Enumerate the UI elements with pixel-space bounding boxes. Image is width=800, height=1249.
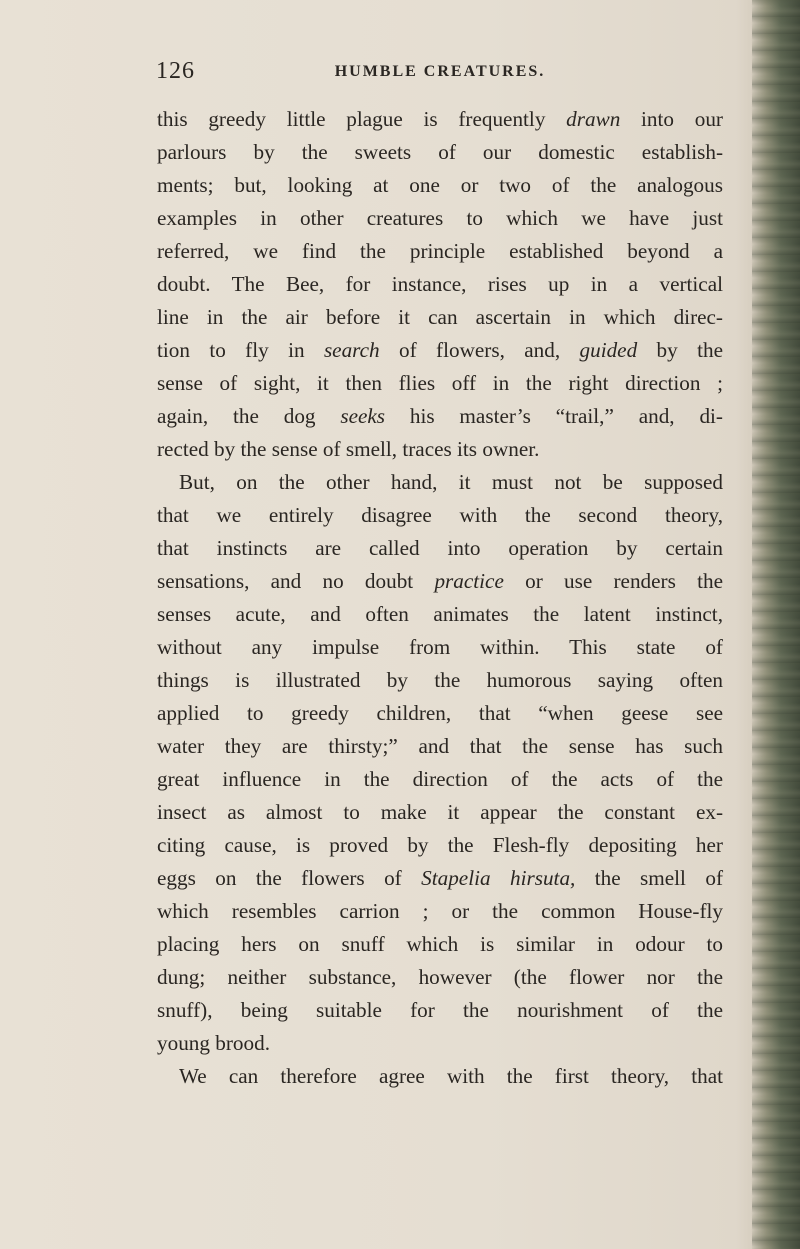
text-segment: dung; neither substance, however (the flower nor the: [157, 965, 723, 989]
text-line: [157, 862, 723, 895]
text-segment: that we entirely disagree with the second theory,: [157, 503, 723, 527]
text-segment: ments; but, looking at one or two of the analogous: [157, 173, 723, 197]
running-title: HUMBLE CREATURES.: [334, 63, 546, 80]
text-line: [157, 433, 723, 466]
text-segment: the smell of: [575, 866, 724, 890]
text-segment: or use renders the: [503, 569, 723, 593]
text-segment: line in the air before it can ascertain in which direc-: [157, 305, 723, 329]
text-segment: citing cause, is proved by the Flesh-fly depositing her: [157, 833, 723, 857]
text-segment: rected by the sense of smell, traces its owner.: [157, 437, 540, 461]
text-line: [157, 136, 723, 169]
text-segment: without any impulse from within. This state of: [157, 635, 723, 659]
text-segment: insect as almost to make it appear the constant ex-: [157, 800, 723, 824]
body-text: [157, 103, 723, 1093]
text-segment: senses acute, and often animates the latent instinct,: [157, 602, 723, 626]
text-line: [157, 829, 723, 862]
text-segment: referred, we find the principle established beyond a: [157, 239, 723, 263]
page-number: 126: [156, 58, 195, 84]
page-header: [156, 58, 756, 88]
text-segment: placing hers on snuff which is similar in odour to: [157, 932, 723, 956]
text-line: [157, 499, 723, 532]
italic-text: guided: [579, 338, 638, 362]
text-line: [157, 796, 723, 829]
text-line: [157, 334, 723, 367]
text-segment: doubt. The Bee, for instance, rises up in a vertical: [157, 272, 723, 296]
text-line: [157, 1027, 723, 1060]
text-segment: again, the dog: [157, 404, 341, 428]
text-line: [157, 664, 723, 697]
italic-text: search: [323, 338, 380, 362]
text-segment: applied to greedy children, that “when geese see: [157, 701, 723, 725]
text-segment: of flowers, and,: [379, 338, 580, 362]
text-line: [157, 268, 723, 301]
text-segment: which resembles carrion ; or the common House-fly: [157, 899, 723, 923]
text-line: [157, 598, 723, 631]
italic-text: seeks: [340, 404, 386, 428]
text-line: [157, 730, 723, 763]
text-segment: that instincts are called into operation by certain: [157, 536, 723, 560]
text-segment: into our: [620, 107, 723, 131]
text-line: [157, 631, 723, 664]
text-line: [157, 202, 723, 235]
text-segment: sensations, and no doubt: [157, 569, 435, 593]
text-line: [157, 895, 723, 928]
text-segment: We can therefore agree with the first theory, that: [179, 1064, 723, 1088]
text-segment: eggs on the flowers of: [157, 866, 422, 890]
text-segment: by the: [637, 338, 723, 362]
text-segment: snuff), being suitable for the nourishment of the: [157, 998, 723, 1022]
text-segment: But, on the other hand, it must not be supposed: [179, 470, 723, 494]
text-segment: tion to fly in: [157, 338, 324, 362]
text-segment: this greedy little plague is frequently: [157, 107, 567, 131]
text-segment: young brood.: [157, 1031, 270, 1055]
text-segment: sense of sight, it then flies off in the right direction ;: [157, 371, 723, 395]
text-line: [157, 466, 723, 499]
italic-text: Stapelia hirsuta,: [421, 866, 576, 890]
text-line: [157, 928, 723, 961]
book-binding-edge: [752, 0, 800, 1249]
text-line: [157, 697, 723, 730]
text-segment: his master’s “trail,” and, di-: [385, 404, 723, 428]
text-line: [157, 532, 723, 565]
text-segment: great influence in the direction of the acts of the: [157, 767, 723, 791]
text-line: [157, 235, 723, 268]
text-segment: water they are thirsty;” and that the sense has such: [157, 734, 723, 758]
text-line: [157, 1060, 723, 1093]
text-line: [157, 400, 723, 433]
italic-text: practice: [434, 569, 504, 593]
text-line: [157, 169, 723, 202]
text-segment: parlours by the sweets of our domestic establish-: [157, 140, 723, 164]
text-line: [157, 565, 723, 598]
text-segment: things is illustrated by the humorous saying often: [157, 668, 723, 692]
text-line: [157, 103, 723, 136]
text-segment: examples in other creatures to which we have just: [157, 206, 723, 230]
text-line: [157, 763, 723, 796]
italic-text: drawn: [566, 107, 621, 131]
text-line: [157, 961, 723, 994]
text-line: [157, 367, 723, 400]
text-line: [157, 994, 723, 1027]
text-line: [157, 301, 723, 334]
